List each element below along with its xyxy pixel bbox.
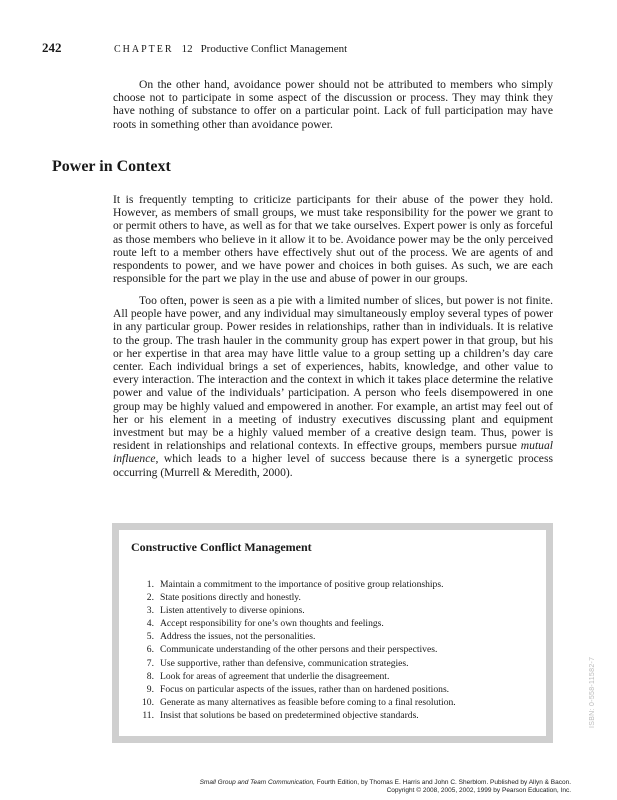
chapter-number: 12 — [181, 43, 193, 55]
list-item — [131, 617, 534, 630]
intro-paragraph-block — [113, 78, 553, 131]
box-title: Constructive Conflict Management — [131, 540, 312, 554]
list-item — [131, 604, 534, 617]
list-item-number: 7. — [146, 657, 154, 669]
list-item — [131, 630, 534, 643]
paragraph-2-end: which leads to a higher level of success because there is a synergetic process occurring (Murrell & Meredith, 2000). — [113, 452, 553, 479]
chapter-title: Productive Conflict Management — [200, 43, 348, 55]
list-item-text: Address the issues, not the personalities. — [160, 631, 316, 643]
list-item-text: Focus on particular aspects of the issues, rather than on hardened positions. — [160, 683, 450, 695]
list-item-number: 1. — [146, 579, 154, 590]
list-item-text: Maintain a commitment to the importance of positive group relationships. — [160, 579, 444, 590]
list-item — [131, 683, 534, 696]
footer-line-1-rest: Fourth Edition, by Thomas E. Harris and John C. Sherblom. Published by Allyn & Bacon. — [316, 779, 571, 786]
sidebar-box-inner — [119, 530, 546, 736]
footer-book-title: Small Group and Team Communication, — [199, 779, 315, 786]
isbn-watermark: ISBN: 0-558-11582-7 — [589, 656, 596, 728]
list-item — [131, 643, 534, 656]
footer-line-2: Copyright © 2008, 2005, 2002, 1999 by Pearson Education, Inc. — [386, 787, 571, 794]
guidelines-list — [131, 578, 534, 722]
page-number: 242 — [42, 40, 62, 55]
list-item — [131, 591, 534, 604]
list-item-text: Accept responsibility for one’s own thoughts and feelings. — [160, 618, 384, 630]
list-item-number: 3. — [146, 605, 154, 617]
list-item-text: Insist that solutions be based on predetermined objective standards. — [160, 709, 419, 721]
sidebar-box — [112, 523, 553, 743]
list-item-text: Use supportive, rather than defensive, communication strategies. — [160, 657, 409, 669]
list-item-number: 10. — [142, 696, 154, 708]
list-item — [131, 696, 534, 709]
list-item — [131, 657, 534, 670]
list-item-number: 2. — [146, 592, 154, 604]
list-item — [131, 670, 534, 683]
paragraph-1-block — [113, 193, 553, 285]
section-heading: Power in Context — [52, 158, 171, 175]
list-item-text: Listen attentively to diverse opinions. — [160, 605, 305, 617]
paragraph-2 — [113, 294, 553, 479]
copyright-footer — [91, 779, 571, 795]
paragraph-2-main: Too often, power is seen as a pie with a limited number of slices, but power is not finite. All people have power, and any individual may simultaneously employ several types of power in any particular group. Power resides in relationships, rather than in individuals. It is relative to the group. The trash hauler in the community group has expert power in that group, but his or her expertise in that area may have little value to a group setting up a children’s day care center. Each individual brings a set of experiences, habits, knowledge, and other value to every interaction. The interaction and the context in which it takes place determine the relative power and value of the individuals’ participation. A person who feels disempowered in one group may be highly valued and empowered in another. For example, an artist may feel out of her or his element in a meeting of industry executives discussing plant and equipment investment but may be a highly valued member of a creative design team. Thus, power is resident in relationships and relational contexts. In effective groups, members pursue — [113, 294, 553, 453]
footer-line-1 — [91, 779, 571, 787]
paragraph-2-italic-term: mutual influence, — [113, 439, 553, 466]
list-item-text: Communicate understanding of the other persons and their perspectives. — [160, 644, 438, 656]
list-item — [131, 578, 534, 591]
intro-paragraph: On the other hand, avoidance power should not be attributed to members who simply choose not to participate in some aspect of the discussion or process. They may think they have nothing of substance to offer on a particular point. Lack of full participation may have roots in something other than avoidance power. — [113, 78, 553, 131]
paragraph-1: It is frequently tempting to criticize participants for their abuse of the power they hold. However, as members of small groups, we must take responsibility for the power we grant to or permit others to have, as well as for that we take ourselves. Expert power is only as forceful as those members who believe in it allow it to be. Avoidance power may be the only perceived route left to a member others have effectively shut out of the process. We are agents of and respondents to power, and we have power and choices in both guises. As such, we are each responsible for the part we play in the use and abuse of power in our groups. — [113, 193, 553, 286]
list-item-text: State positions directly and honestly. — [160, 592, 301, 604]
list-item-text: Generate as many alternatives as feasible before coming to a final resolution. — [160, 696, 456, 708]
list-item — [131, 709, 534, 722]
paragraph-2-block — [113, 294, 553, 479]
list-item-number: 11. — [142, 709, 154, 721]
list-item-number: 4. — [146, 618, 154, 630]
running-header — [42, 40, 347, 56]
list-item-number: 5. — [146, 631, 154, 643]
list-item-text: Look for areas of agreement that underlie the disagreement. — [160, 670, 390, 682]
list-item-number: 6. — [146, 644, 154, 656]
list-item-number: 8. — [146, 670, 154, 682]
chapter-label: CHAPTER — [114, 44, 174, 55]
list-item-number: 9. — [146, 683, 154, 695]
